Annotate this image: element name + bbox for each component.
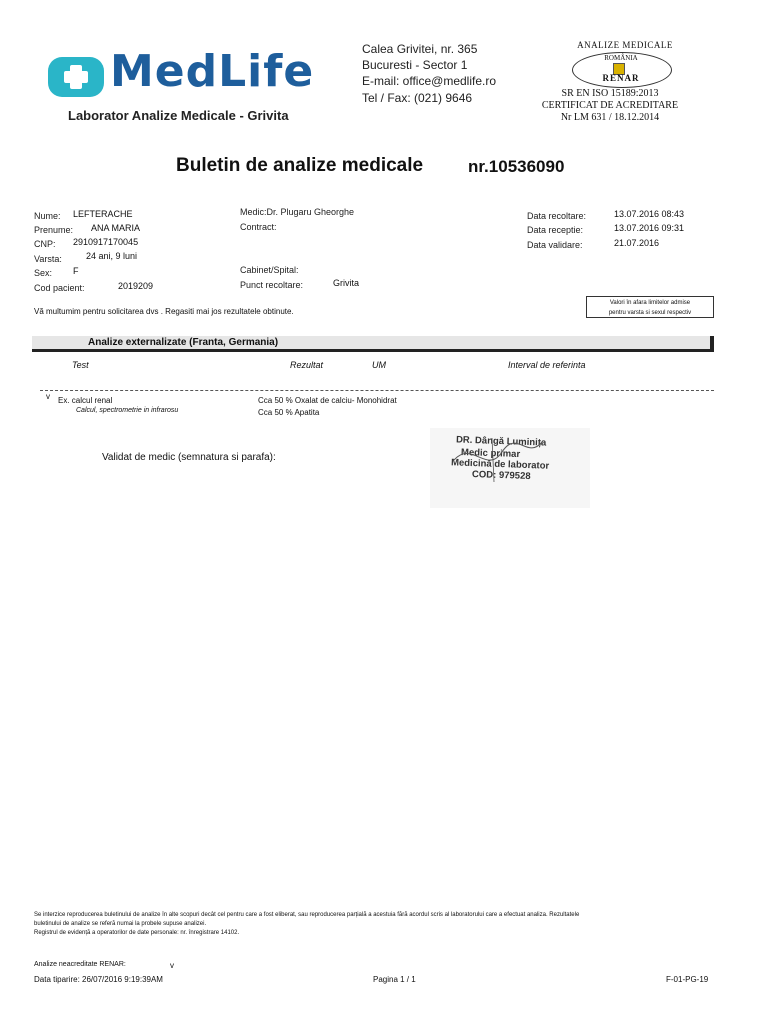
- thanks-message: Vă multumim pentru solicitarea dvs . Regasiti mai jos rezultatele obtinute.: [34, 307, 294, 316]
- section-title: Analize externalizate (Franta, Germania): [88, 337, 279, 348]
- punct-recoltare-label: Punct recoltare:: [240, 280, 304, 290]
- varsta-label: Varsta:: [34, 254, 62, 264]
- cnp-value: 2910917170045: [73, 237, 139, 247]
- data-recoltare-label: Data recoltare:: [527, 211, 587, 221]
- legend-line-1: Valori în afara limitelor admise: [609, 300, 691, 306]
- column-um: UM: [372, 360, 386, 370]
- column-interval: Interval de referinta: [508, 360, 586, 370]
- prenume-value: ANA MARIA: [91, 223, 141, 233]
- sex-label: Sex:: [34, 268, 53, 278]
- data-recoltare-value: 13.07.2016 08:43: [614, 209, 685, 219]
- column-rezultat: Rezultat: [290, 360, 324, 370]
- medlife-cross-icon: [48, 57, 104, 97]
- data-validare-value: 21.07.2016: [614, 238, 660, 248]
- address-line-2: Bucuresti - Sector 1: [362, 58, 468, 72]
- result-value-1: Cca 50 % Oxalat de calciu- Monohidrat: [258, 396, 397, 405]
- disclaimer-line-1: Se interzice reproducerea buletinului de analize în alte scopuri decât cel pentru care a fost eliberat, sau reproducerea parțială a acestuia fără acordul scris al laboratorului care a efectuat analiza. Rezultatele: [34, 912, 580, 918]
- data-validare-label: Data validare:: [527, 240, 583, 250]
- disclaimer-line-2: buletinului de analize se referă numai la probele supuse analizei.: [34, 921, 207, 927]
- disclaimer-line-3: Registrul de evidență a operatorilor de date personale: nr. înregistrare 14102.: [34, 930, 240, 936]
- dashed-divider: [40, 390, 714, 391]
- accreditation-title: ANALIZE MEDICALE: [577, 40, 673, 50]
- renar-note-label: Analize neacreditate RENAR:: [34, 961, 126, 968]
- address-line-1: Calea Grivitei, nr. 365: [362, 42, 478, 56]
- data-receptie-label: Data receptie:: [527, 225, 584, 235]
- print-date: Data tiparire: 26/07/2016 9:19:39AM: [34, 975, 163, 984]
- nume-value: LEFTERACHE: [73, 209, 133, 219]
- result-mark: v: [46, 392, 50, 401]
- sex-value: F: [73, 266, 79, 276]
- column-test: Test: [72, 360, 89, 370]
- stamp-line-2: Medic primar: [460, 446, 521, 461]
- varsta-value: 24 ani, 9 luni: [86, 251, 138, 261]
- result-method: Calcul, spectrometrie in infrarosu: [76, 407, 179, 414]
- accreditation-certificate: CERTIFICAT DE ACREDITARE: [541, 100, 679, 111]
- out-of-range-legend-box: [586, 296, 714, 318]
- signature-icon: [432, 430, 552, 490]
- renar-seal-top: ROMÂNIA: [604, 54, 638, 62]
- contract-label: Contract:: [240, 222, 277, 232]
- renar-note-mark: v: [170, 961, 174, 970]
- page-number: Pagina 1 / 1: [373, 975, 416, 984]
- nume-label: Nume:: [34, 211, 61, 221]
- data-receptie-value: 13.07.2016 09:31: [614, 223, 685, 233]
- legend-line-2: pentru varsta si sexul respectiv: [608, 310, 692, 316]
- prenume-label: Prenume:: [34, 225, 74, 235]
- address-email: E-mail: office@medlife.ro: [362, 74, 497, 88]
- brand-logo-text: MedLife: [110, 46, 315, 97]
- punct-recoltare-value: Grivita: [333, 278, 360, 288]
- stamp-line-1: DR. Dângă Luminița: [455, 434, 547, 449]
- result-test-name: Ex. calcul renal: [58, 396, 113, 405]
- accreditation-standard: SR EN ISO 15189:2013: [561, 88, 659, 99]
- cod-pacient-value: 2019209: [118, 281, 154, 291]
- stamp-line-4: COD: 979528: [471, 468, 531, 483]
- address-phone: Tel / Fax: (021) 9646: [362, 91, 473, 105]
- medic-value: Medic:Dr. Plugaru Gheorghe: [240, 207, 355, 217]
- lab-name: Laborator Analize Medicale - Grivita: [68, 108, 289, 123]
- renar-seal-word: RENAR: [602, 73, 640, 83]
- stamp-line-3: Medicină de laborator: [450, 457, 550, 472]
- cabinet-label: Cabinet/Spital:: [240, 265, 299, 275]
- cnp-label: CNP:: [34, 239, 56, 249]
- validation-label: Validat de medic (semnatura si parafa):: [102, 452, 276, 463]
- document-title: Buletin de analize medicale: [176, 155, 424, 176]
- result-value-2: Cca 50 % Apatita: [258, 408, 320, 417]
- accreditation-number: Nr LM 631 / 18.12.2014: [560, 112, 660, 123]
- cod-pacient-label: Cod pacient:: [34, 283, 85, 293]
- document-number: nr.10536090: [468, 157, 565, 176]
- form-code: F-01-PG-19: [666, 975, 709, 984]
